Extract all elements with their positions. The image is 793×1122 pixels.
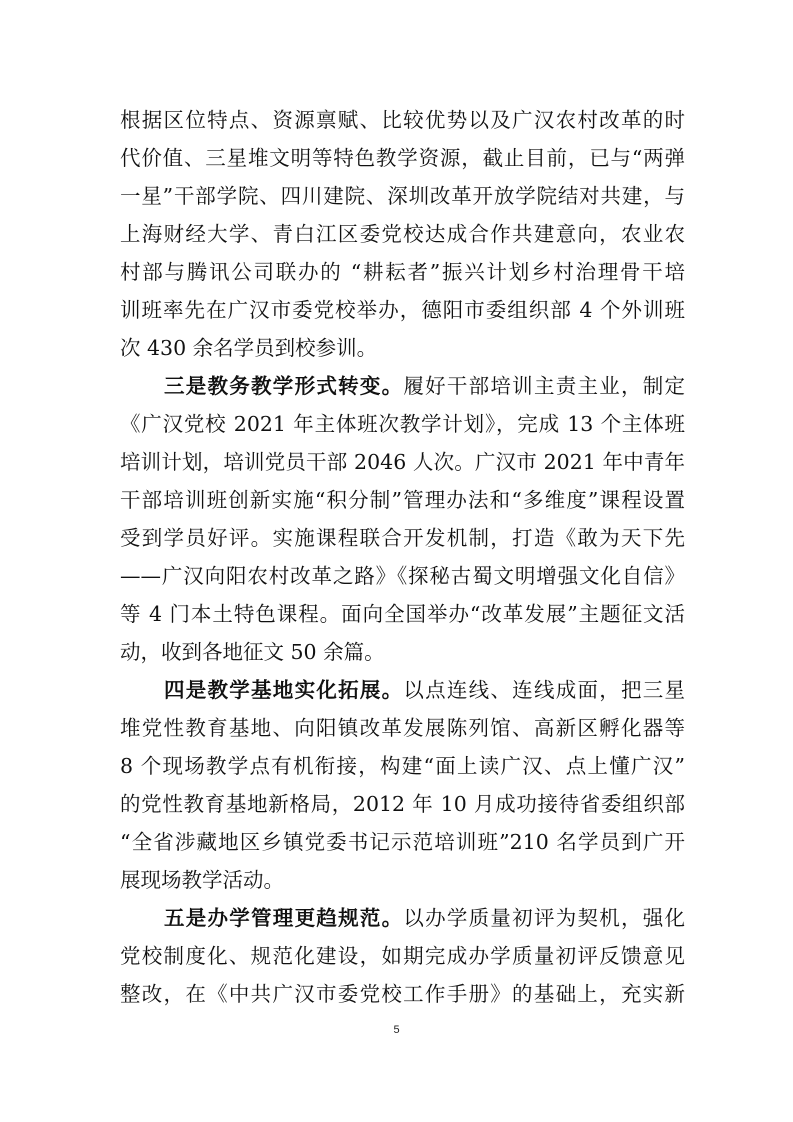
paragraph-4-line-1-text: 以办学质量初评为契机，强化: [403, 906, 685, 930]
paragraph-3-line-6: 展现场教学活动。: [120, 868, 284, 892]
paragraph-2-line-3: 培训计划，培训党员干部 2046 人次。广汉市 2021 年中青年: [120, 450, 685, 474]
paragraph-2-line-1-text: 履好干部培训主责主业，制定: [403, 374, 685, 398]
paragraph-1-line-5: 村部与腾讯公司联办的 “耕耘者”振兴计划乡村治理骨干培: [120, 260, 685, 284]
paragraph-1-line-6: 训班率先在广汉市委党校举办，德阳市委组织部 4 个外训班: [120, 298, 685, 322]
paragraph-2-heading: 三是教务教学形式转变。: [164, 374, 404, 398]
paragraph-3-line-5: “全省涉藏地区乡镇党委书记示范培训班”210 名学员到广开: [120, 830, 685, 854]
paragraph-4-line-1: [164, 903, 685, 933]
paragraph-2-line-5: 受到学员好评。实施课程联合开发机制，打造《敢为天下先: [120, 526, 685, 550]
paragraph-2-line-8: 动，收到各地征文 50 余篇。: [120, 640, 385, 664]
paragraph-4-line-2: 党校制度化、规范化建设，如期完成办学质量初评反馈意见: [120, 944, 685, 968]
paragraph-1-line-4: 上海财经大学、青白江区委党校达成合作共建意向，农业农: [120, 222, 685, 246]
paragraph-3-line-1-text: 以点连线、连线成面，把三星: [403, 678, 685, 702]
paragraph-3-line-4: 的党性教育基地新格局，2012 年 10 月成功接待省委组织部: [120, 792, 685, 816]
paragraph-3-line-2: 堆党性教育基地、向阳镇改革发展陈列馆、高新区孵化器等: [120, 716, 685, 740]
page-number: 5: [393, 1024, 400, 1036]
paragraph-1-line-2: 代价值、三星堆文明等特色教学资源，截止目前，已与“两弹: [120, 146, 685, 170]
paragraph-2-line-2: 《广汉党校 2021 年主体班次教学计划》，完成 13 个主体班: [120, 412, 685, 436]
paragraph-1-line-7: 次 430 余名学员到校参训。: [120, 336, 378, 360]
paragraph-2-line-4: 干部培训班创新实施“积分制”管理办法和“多维度”课程设置: [120, 488, 685, 512]
paragraph-4-heading: 五是办学管理更趋规范。: [164, 906, 404, 930]
paragraph-1-line-1: 根据区位特点、资源禀赋、比较优势以及广汉农村改革的时: [120, 108, 685, 132]
paragraph-3-heading: 四是教学基地实化拓展。: [164, 678, 404, 702]
paragraph-3-line-3: 8 个现场教学点有机衔接，构建“面上读广汉、点上懂广汉”: [120, 754, 685, 778]
paragraph-2-line-1: [164, 371, 685, 401]
paragraph-2-line-6: ——广汉向阳农村改革之路》《探秘古蜀文明增强文化自信》: [120, 564, 685, 588]
paragraph-4-line-3: 整改，在《中共广汉市委党校工作手册》的基础上，充实新: [120, 982, 685, 1006]
paragraph-2-line-7: 等 4 门本土特色课程。面向全国举办“改革发展”主题征文活: [120, 602, 685, 626]
paragraph-1-line-3: 一星”干部学院、四川建院、深圳改革开放学院结对共建，与: [120, 184, 685, 208]
paragraph-3-line-1: [164, 675, 685, 705]
